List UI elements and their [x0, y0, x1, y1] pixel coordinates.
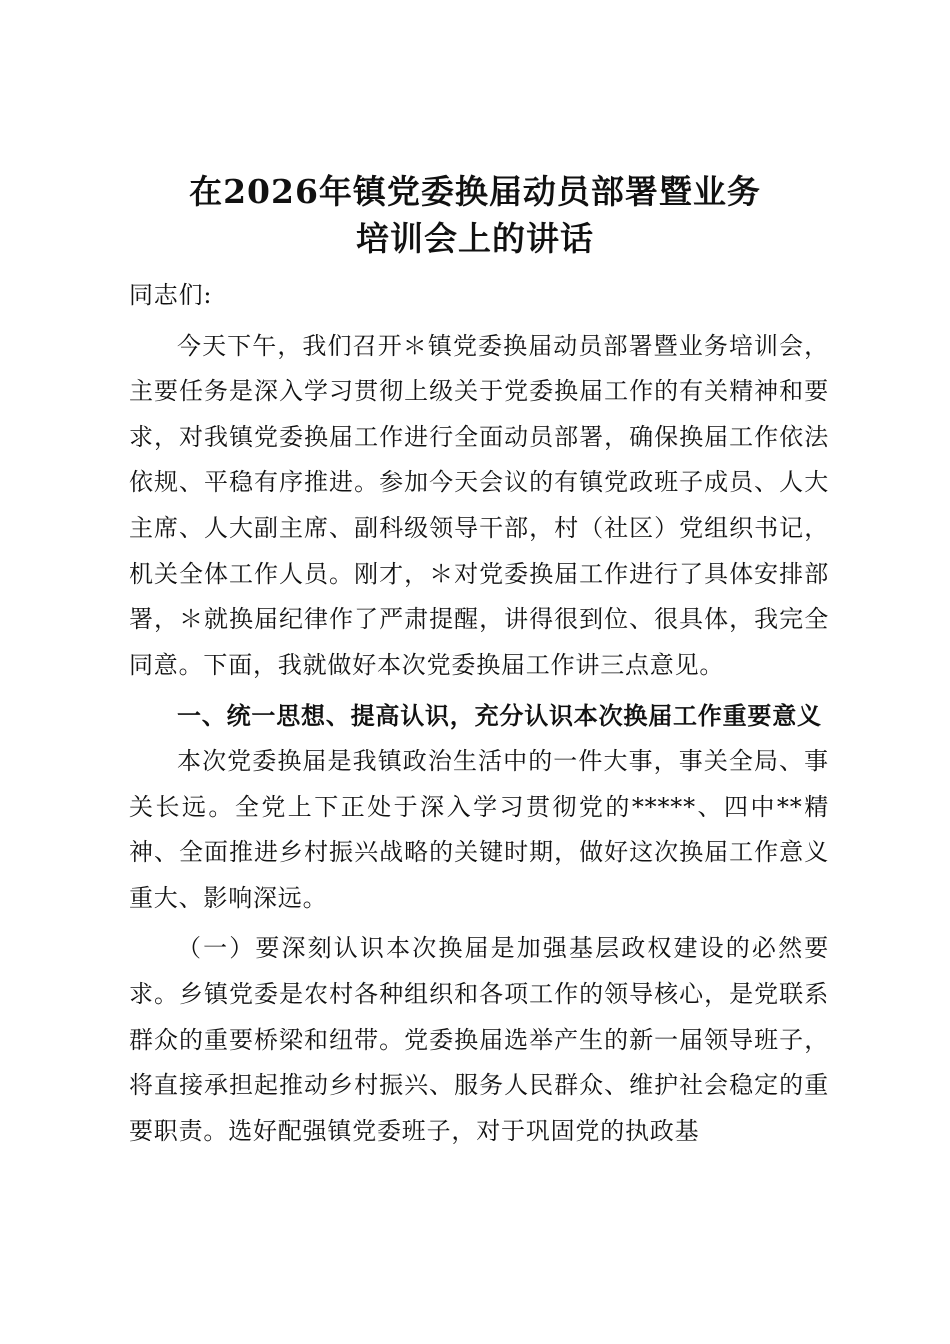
subsection-1-paragraph: （一）要深刻认识本次换届是加强基层政权建设的必然要求。乡镇党委是农村各种组织和各项工作的领导核心，是党联系群众的重要桥梁和纽带。党委换届选举产生的新一届领导班子，将直接承担起推动乡村振兴、服务人民群众、维护社会稳定的重要职责。选好配强镇党委班子，对于巩固党的执政基	[129, 934, 829, 1145]
document-body	[129, 273, 829, 1154]
opening-paragraph: 今天下午，我们召开＊镇党委换届动员部署暨业务培训会，主要任务是深入学习贯彻上级关于党委换届工作的有关精神和要求，对我镇党委换届工作进行全面动员部署，确保换届工作依法依规、平稳有序推进。参加今天会议的有镇党政班子成员、人大主席、人大副主席、副科级领导干部，村（社区）党组织书记，机关全体工作人员。刚才，＊对党委换届工作进行了具体安排部署，＊就换届纪律作了严肃提醒，讲得很到位、很具体，我完全同意。下面，我就做好本次党委换届工作讲三点意见。	[129, 331, 829, 679]
greeting: 同志们:	[129, 281, 213, 309]
section-1-heading: 一、统一思想、提高认识，充分认识本次换届工作重要意义	[177, 701, 822, 731]
document-title-line-2: 培训会上的讲话	[356, 219, 594, 258]
document-title-line-1: 在2026年镇党委换届动员部署暨业务	[189, 172, 761, 211]
section-1-paragraph: 本次党委换届是我镇政治生活中的一件大事，事关全局、事关长远。全党上下正处于深入学习贯彻党的*****、四中**精神、全面推进乡村振兴战略的关键时期，做好这次换届工作意义重大、影响深远。	[129, 746, 829, 912]
